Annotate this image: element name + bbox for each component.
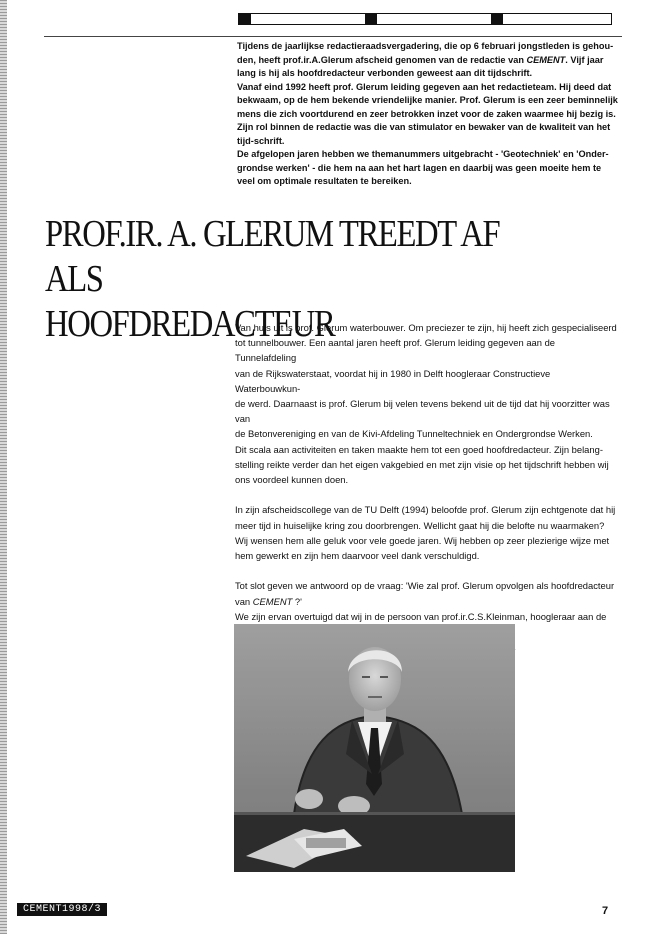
body-paragraph [235, 320, 618, 487]
body-text: van [235, 595, 253, 607]
header-block [491, 14, 503, 24]
intro-paragraph: Vanaf eind 1992 heeft prof. Glerum leiding gegeven aan het redactieteam. Hij deed dat bekwaam, op de hem bekende vriendelijke manier. Prof. Glerum is een zeer beminnelijk mens die zich voortdurend en zeer betrokken inzet voor de zaken waarmee hij bezig is. Zijn rol binnen de redactie was die van stimulator en bewaker van de kwaliteit van het tijd-schrift. [237, 81, 618, 146]
body-line: ons voordeel kunnen doen. [235, 474, 349, 486]
body-line: de Betonvereniging en van de Kivi-Afdeling Tunneltechniek en Ondergrondse Werken. [235, 428, 593, 440]
intro-text: . Vijf jaar lang [237, 54, 604, 78]
page-number: 7 [602, 905, 609, 917]
header-block [365, 14, 377, 24]
body-line: meer tijd in huiselijke kring zou doorbrengen. Wellicht gaat hij die belofte nu waarmaken? [235, 519, 605, 531]
header-block [239, 14, 251, 24]
intro-paragraph [237, 40, 620, 81]
body-line: In zijn afscheidscollege van de TU Delft (1994) beloofde prof. Glerum zijn echtgenote dat hij [235, 504, 616, 516]
body-line: stelling reikte verder dan het eigen vakgebied en met zijn visie op het tijdschrift hebben wij [235, 458, 609, 470]
header-rule [44, 36, 622, 37]
intro-paragraphs [237, 40, 620, 189]
magazine-issue-label: CEMENT1998/3 [17, 903, 107, 916]
page-edge-shadow [0, 0, 7, 934]
body-line: Van huis uit is prof. Glerum waterbouwer. Om preciezer te zijn, hij heeft zich gespecialiseerd [235, 322, 617, 333]
intro-paragraph: De afgelopen jaren hebben we themanummers uitgebracht - 'Geotechniek' en 'Onder-grondse werken' - die hem na aan het hart lagen en daarbij was geen moeite hem te veel om optimale resultaten te bereiken. [237, 149, 609, 186]
body-text: ?' [292, 595, 302, 607]
portrait-illustration [234, 624, 515, 872]
body-line [235, 594, 618, 609]
header-decoration-bar [238, 13, 612, 25]
body-line: Dit scala aan activiteiten en taken maakte hem tot een goed hoofdredacteur. Zijn belang- [235, 443, 603, 455]
body-line: de werd. Daarnaast is prof. Glerum bij velen tevens bekend uit de tijd dat hij voorzitter was van [235, 398, 610, 425]
headline-line: PROF.IR. A. GLERUM TREEDT AF ALS [45, 213, 500, 300]
body-line: tot tunnelbouwer. Een aantal jaren heeft prof. Glerum leiding gegeven aan de Tunnelafdeling [235, 337, 556, 364]
body-line: Tot slot geven we antwoord op de vraag: 'Wie zal prof. Glerum opvolgen als hoofdredacteur [235, 580, 615, 592]
body-paragraph [235, 502, 618, 563]
magazine-name: CEMENT [526, 54, 566, 65]
magazine-name: CEMENT [252, 595, 293, 607]
intro-text: Tijdens de jaarlijkse redactieraadsvergadering, die op 6 februari jongstleden is gehou- [237, 41, 614, 51]
body-line: Wij wensen hem alle geluk voor vele goede jaren. Wij hebben op zeer plezierige wijze met [235, 534, 610, 546]
body-line: We zijn ervan overtuigd dat wij in de persoon van prof.ir.C.S.Kleinman, hoogleraar aan de [235, 610, 607, 622]
body-line: hem gewerkt en zijn hem daarvoor veel dank verschuldigd. [235, 550, 480, 562]
headline-line: HOOFDREDACTEUR [45, 303, 335, 345]
intro-text: is hij als hoofdredacteur verbonden geweest aan dit tijdschrift. [258, 68, 533, 78]
intro-text: den, heeft prof.ir.A.Glerum afscheid genomen van de redactie van [237, 54, 527, 65]
body-line: van de Rijkswaterstaat, voordat hij in 1980 in Delft hoogleraar Constructieve Waterbouwkun- [235, 367, 551, 394]
portrait-photo [234, 624, 515, 872]
